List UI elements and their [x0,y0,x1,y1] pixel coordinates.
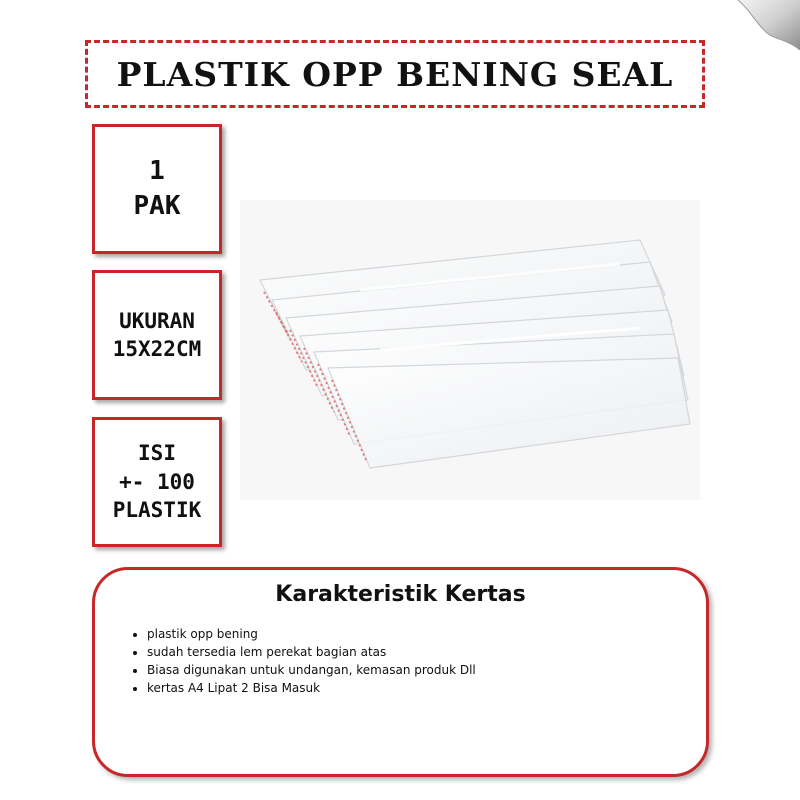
contents-unit: PLASTIK [112,498,202,523]
characteristics-list [133,627,476,699]
characteristics-heading: Karakteristik Kertas [275,582,526,607]
pack-quantity-box [92,124,222,254]
size-value: 15X22CM [112,337,202,361]
size-box [92,270,222,400]
contents-label: ISI [138,441,176,466]
characteristics-panel [92,567,709,777]
product-image [240,200,700,500]
page-title: PLASTIK OPP BENING SEAL [116,54,674,94]
page-curl-icon [720,0,800,60]
contents-box [92,417,222,547]
size-label: UKURAN [119,308,195,333]
list-item: • plastik opp bening [147,627,476,642]
list-item: • kertas A4 Lipat 2 Bisa Masuk [147,681,476,696]
title-banner [85,40,705,108]
contents-count: +- 100 [119,469,195,494]
pack-quantity-unit: PAK [133,191,181,221]
pack-quantity-value: 1 [149,155,165,186]
list-item: • Biasa digunakan untuk undangan, kemasan produk Dll [147,663,476,678]
list-item: • sudah tersedia lem perekat bagian atas [147,645,476,660]
